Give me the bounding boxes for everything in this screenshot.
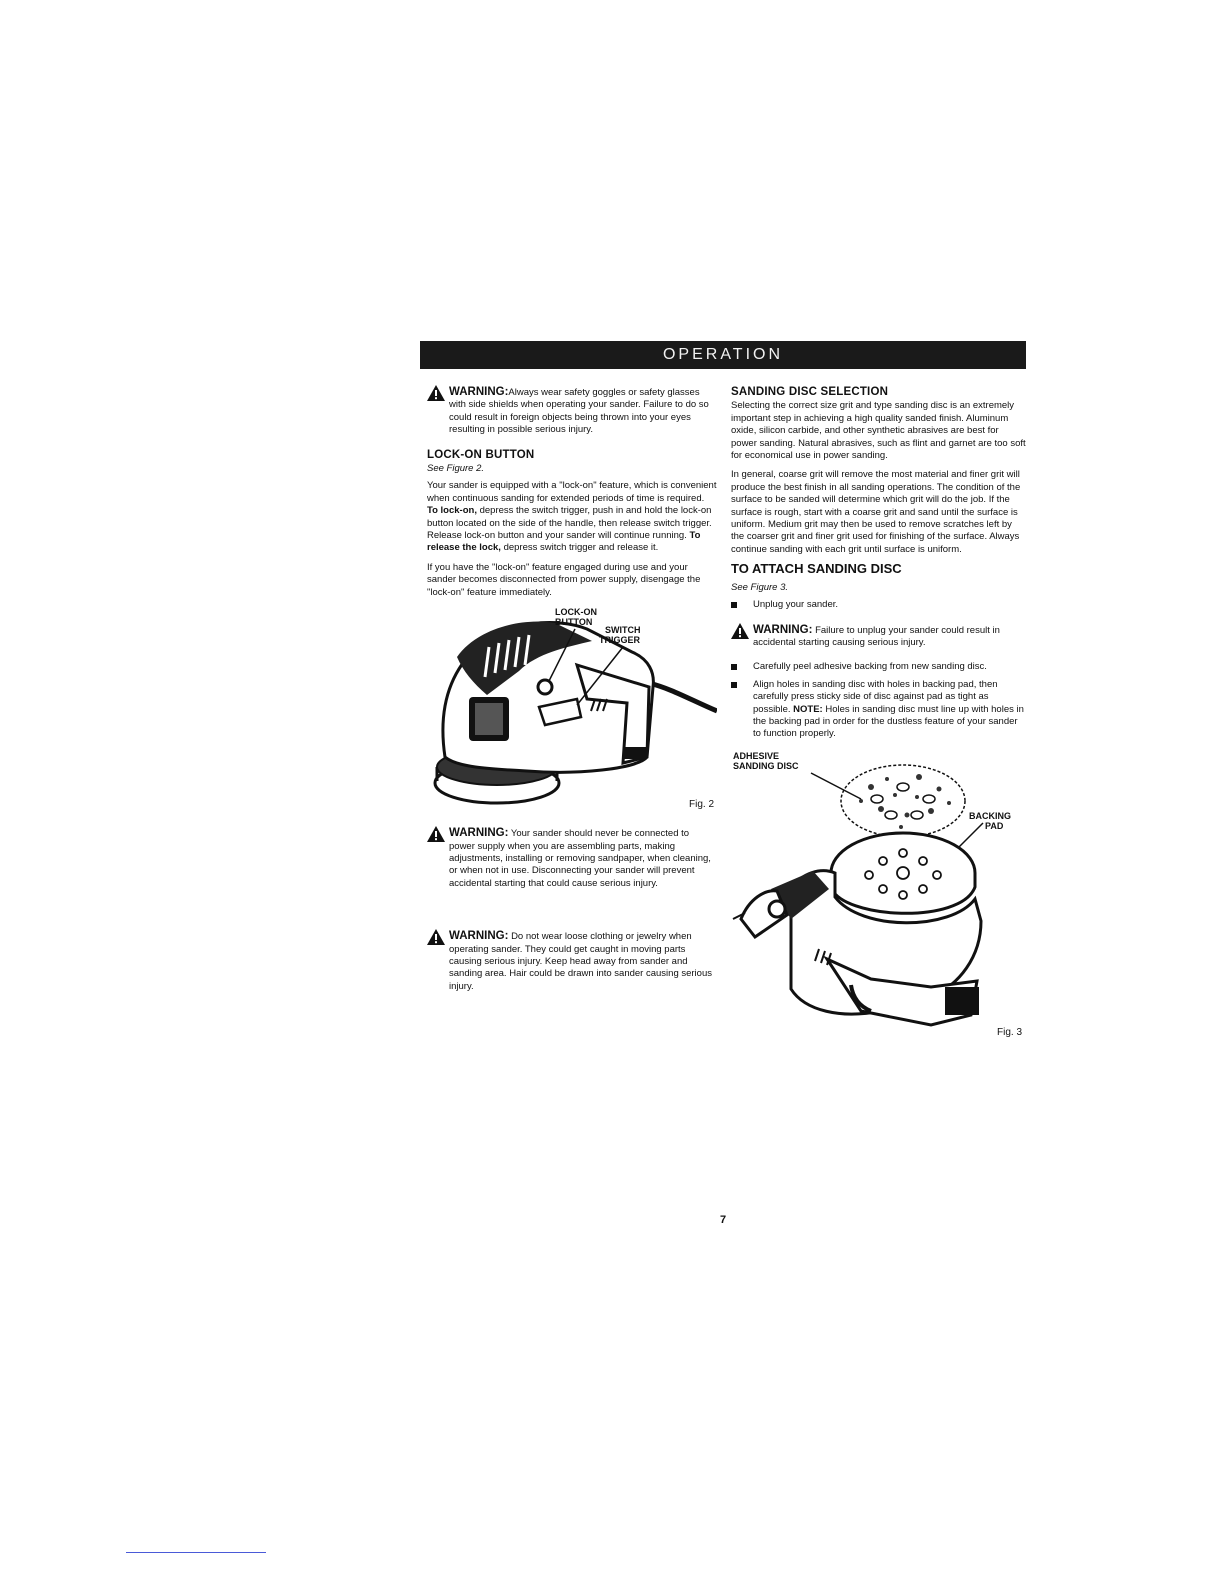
warning-text: Your sander should never be connected to power supply when you are assembling parts, making adjustments, installing or removing sandpaper, when cleaning, or when not in use. Disconnecting your sander will prevent accidental starting that could cause serious injury. [449, 828, 711, 889]
warning-icon [427, 929, 445, 945]
figure-2-caption: Fig. 2 [689, 799, 715, 811]
attach-figure-ref: See Figure 3. [731, 581, 789, 593]
left-column [427, 386, 717, 1005]
footer-rule [126, 1552, 266, 1553]
warning-text: Failure to unplug your sander could result in accidental starting causing serious injury. [753, 624, 1000, 648]
step-note-label: NOTE: [793, 703, 823, 715]
disc-selection-paragraph-2: In general, coarse grit will remove the most material and finer grit will produce the best finish in all sanding operations. The condition of the surface to be sanded will determine which grit will do the job. If the surface is rough, start with a coarse grit and sand until the surface is uniform. Medium grit may then be used to remove scratches left by the coarser grit and finer grit used for finishing of the surface. Always continue sanding with each grit until surface is uniform. [731, 469, 1021, 555]
bullet-square [731, 602, 737, 608]
callout-line: ADHESIVE [733, 750, 780, 761]
text-run: depress switch trigger and release it. [500, 542, 659, 554]
warning-icon [731, 623, 749, 639]
warning-text: Always wear safety goggles or safety glasses with side shields when operating your sander. Failure to do so could result in foreign objects being thrown into your eyes resulting in possible serious injury. [449, 387, 709, 436]
figure-3-caption: Fig. 3 [997, 1026, 1023, 1038]
section-header [420, 341, 1026, 369]
disc-selection-paragraph-1: Selecting the correct size grit and type sanding disc is an extremely important step in achieving a high quality sanded finish. Aluminum oxide, silicon carbide, and other synthetic abrasives are best for power sanding. Natural abrasives, such as flint and garnet are too soft for economical use in power sanding. [731, 400, 1026, 462]
warning-unplug [731, 624, 1026, 650]
step-text: Carefully peel adhesive backing from new sanding disc. [753, 661, 987, 673]
backing-pad-callout [969, 811, 1011, 831]
step-align-holes [731, 679, 1026, 741]
sander-lockon-illustration [427, 607, 717, 813]
warning-label: WARNING: [449, 827, 509, 840]
section-title: OPERATION [662, 346, 784, 363]
switch-trigger-callout [599, 625, 641, 645]
bullet-square [731, 682, 737, 688]
attach-disc-heading: TO ATTACH SANDING DISC [731, 561, 902, 577]
warning-icon [427, 826, 445, 842]
step-peel-backing [731, 661, 1026, 673]
warning-label: WARNING: [449, 386, 509, 398]
sander-disc-illustration [731, 749, 1026, 1039]
warning-text: Do not wear loose clothing or jewelry when operating sander. They could get caught in moving parts causing serious injury. Keep head away from sander and sanding area. Hair could be drawn into sander causing serious injury. [449, 931, 712, 992]
step-text: Holes in sanding disc must line up with holes in the backing pad in order for the dustless feature of your sander to function properly. [753, 703, 1024, 740]
adhesive-disc-callout [733, 751, 799, 771]
figure-3 [731, 749, 1026, 1039]
warning-label: WARNING: [753, 623, 813, 636]
text-run: Your sander is equipped with a "lock-on" feature, which is convenient when continuous sanding for extended periods of time is required. [427, 480, 717, 504]
step-unplug [731, 599, 1026, 611]
callout-line: SANDING DISC [733, 760, 799, 771]
callout-line: PAD [985, 820, 1004, 831]
lockon-paragraph-1 [427, 480, 717, 554]
right-column [731, 386, 1026, 1039]
step-text: Align holes in sanding disc with holes in backing pad, then carefully press sticky side of disc against pad as tight as possible. [753, 678, 998, 715]
warning-power-supply [427, 827, 717, 890]
figure-2 [427, 607, 717, 813]
disc-selection-heading: SANDING DISC SELECTION [731, 386, 889, 398]
callout-line: TRIGGER [599, 635, 641, 646]
lockon-heading: LOCK-ON BUTTON [427, 448, 535, 461]
bullet-square [731, 664, 737, 670]
text-run: depress the switch trigger, push in and hold the lock-on button located on the side of the handle, then release switch trigger. Release lock-on button and your sander will continue running. [427, 505, 712, 542]
page-number: 7 [720, 1214, 727, 1226]
warning-goggles [427, 386, 717, 437]
callout-line: BACKING [969, 810, 1011, 821]
step-text: Unplug your sander. [753, 599, 839, 611]
callout-line: SWITCH [605, 625, 641, 636]
lockon-paragraph-2: If you have the "lock-on" feature engaged during use and your sander becomes disconnected from power supply, disengage the "lock-on" feature immediately. [427, 561, 701, 598]
callout-line: BUTTON [555, 617, 593, 628]
text-run-bold: To lock-on, [427, 505, 477, 517]
warning-loose-clothing [427, 930, 717, 993]
warning-label: WARNING: [449, 930, 509, 943]
callout-line: LOCK-ON [555, 607, 597, 618]
lockon-figure-ref: See Figure 2. [427, 463, 485, 475]
text-run-bold: To release the lock, [427, 530, 701, 554]
lockon-button-callout [555, 607, 597, 627]
warning-icon [427, 385, 445, 401]
